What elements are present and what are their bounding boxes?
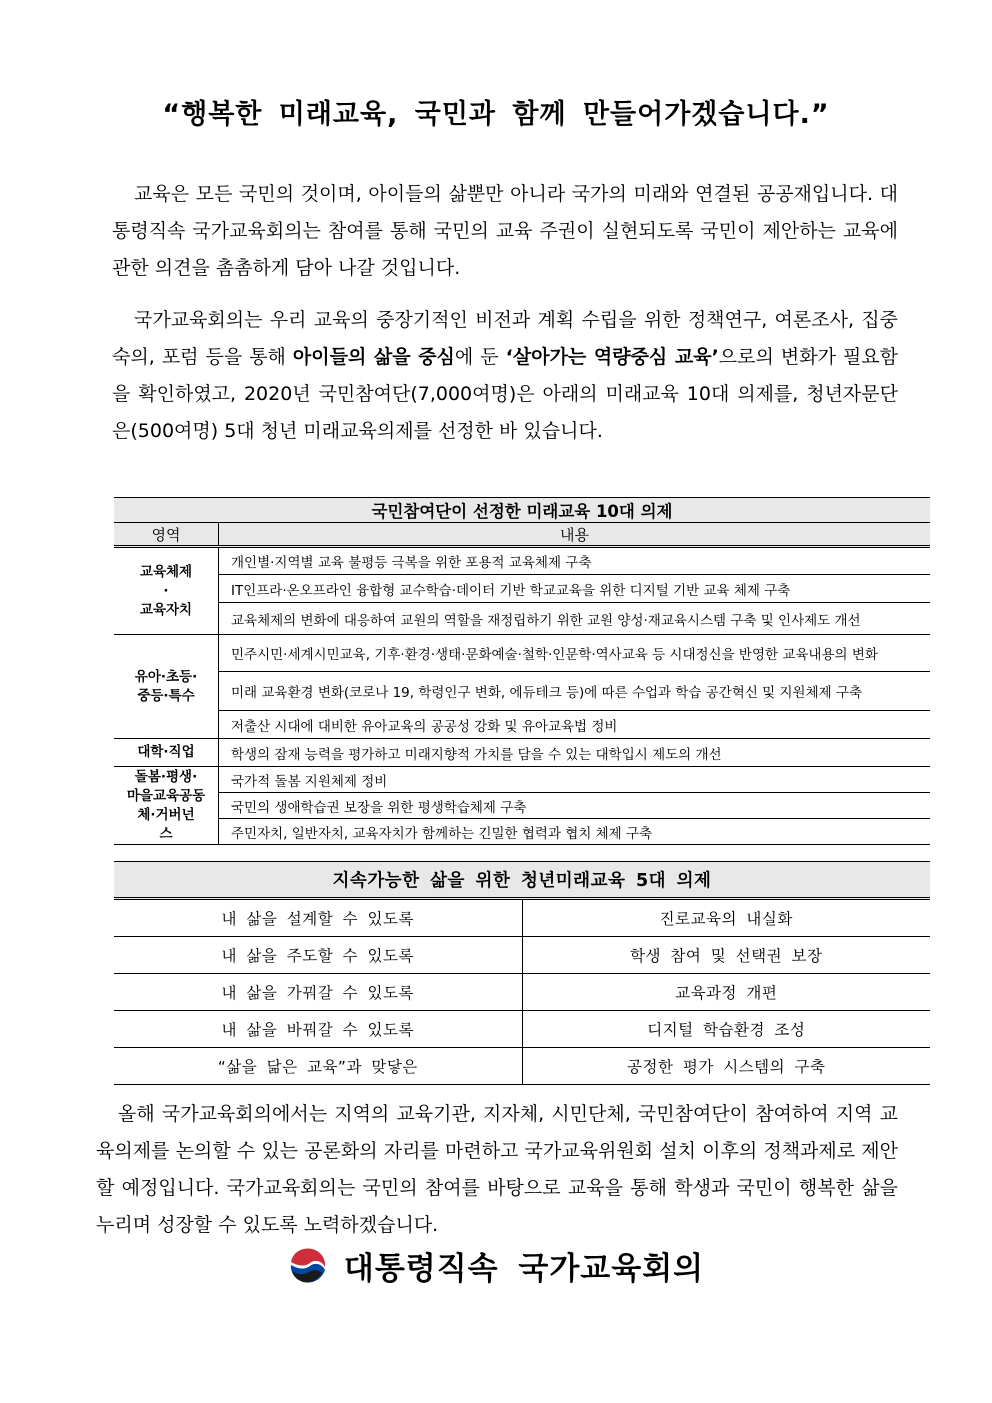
table2-caption: 지속가능한 삶을 위한 청년미래교육 5대 의제 xyxy=(114,862,930,899)
p2-segment-c: 에 둔 xyxy=(454,346,506,368)
intro-paragraph-1 xyxy=(112,176,898,287)
table2-right-cell: 학생 참여 및 선택권 보장 xyxy=(522,937,930,974)
table1-area-cell: 유아·초등· 중등·특수 xyxy=(114,635,219,739)
table1-content-cell: 개인별·지역별 교육 불평등 극복을 위한 포용적 교육체제 구축 xyxy=(219,547,931,575)
table1-row xyxy=(114,603,930,635)
table1-row xyxy=(114,793,930,819)
table1-row xyxy=(114,819,930,845)
table2-row xyxy=(114,1011,930,1048)
closing-paragraph xyxy=(96,1096,898,1244)
table1-caption: 국민참여단이 선정한 미래교육 10대 의제 xyxy=(114,498,930,523)
taegeuk-emblem-icon xyxy=(288,1245,330,1287)
p2-bold-phrase-2: ‘살아가는 역량중심 교육’ xyxy=(505,346,719,368)
table1-content-cell: 주민자치, 일반자치, 교육자치가 함께하는 긴밀한 협력과 협치 체제 구축 xyxy=(219,819,931,845)
intro-paragraph-1-text: 교육은 모든 국민의 것이며, 아이들의 삶뿐만 아니라 국가의 미래와 연결된 공공재입니다. 대통령직속 국가교육회의는 참여를 통해 국민의 교육 주권이 실현되도록 국민이 제안하는 교육에 관한 의견을 촘촘하게 담아 나갈 것입니다. xyxy=(112,183,898,279)
p2-segment-a: 국가교육회의는 우리 교육의 중장기적인 비전과 계획 수립을 위한 정책연구, 여론조사, 집중 숙의, 포럼 등을 통해 xyxy=(112,309,898,368)
table2-right-cell: 공정한 평가 시스템의 구축 xyxy=(522,1048,930,1085)
table1-content-cell: 교육체제의 변화에 대응하여 교원의 역할을 재정립하기 위한 교원 양성·재교육시스템 구축 및 인사제도 개선 xyxy=(219,603,931,635)
table1-header-content: 내용 xyxy=(219,523,931,547)
p2-segment-e: 으로의 변화가 필요함을 확인하였고, 2020년 국민참여단(7,000여명)은 아래의 미래교육 10대 의제를, 청년자문단은(500여명) 5대 청년 미래교육의제를 선정한 바 있습니다. xyxy=(112,346,898,442)
table1-row xyxy=(114,711,930,739)
table2-row xyxy=(114,1048,930,1085)
organization-name: 대통령직속 국가교육회의 xyxy=(343,1251,705,1287)
table1-content-cell: 저출산 시대에 대비한 유아교육의 공공성 강화 및 유아교육법 정비 xyxy=(219,711,931,739)
table1-row xyxy=(114,547,930,575)
table1-row xyxy=(114,767,930,793)
table1-content-cell: 민주시민·세계시민교육, 기후·환경·생태·문화예술·철학·인문학·역사교육 등 시대정신을 반영한 교육내용의 변화 xyxy=(219,635,931,672)
table1-row xyxy=(114,672,930,711)
table2-row xyxy=(114,899,930,937)
table1-header-area: 영역 xyxy=(114,523,219,547)
table1-content-cell: 국민의 생애학습권 보장을 위한 평생학습체제 구축 xyxy=(219,793,931,819)
table2-left-cell: 내 삶을 가꿔갈 수 있도록 xyxy=(114,974,522,1011)
table2-right-cell: 교육과정 개편 xyxy=(522,974,930,1011)
footer xyxy=(0,1243,992,1291)
youth-agenda-5-table xyxy=(114,861,930,1085)
table1-area-cell: 교육체제 · 교육자치 xyxy=(114,547,219,635)
table1-body xyxy=(114,547,930,845)
table1-content-cell: IT인프라·온오프라인 융합형 교수학습·데이터 기반 학교교육을 위한 디지털 기반 교육 체제 구축 xyxy=(219,575,931,603)
table1-row xyxy=(114,635,930,672)
closing-paragraph-text: 올해 국가교육회의에서는 지역의 교육기관, 지자체, 시민단체, 국민참여단이 참여하여 지역 교육의제를 논의할 수 있는 공론화의 자리를 마련하고 국가교육위원회 설치 이후의 정책과제로 제안할 예정입니다. 국가교육회의는 국민의 참여를 바탕으로 교육을 통해 학생과 국민이 행복한 삶을 누리며 성장할 수 있도록 노력하겠습니다. xyxy=(96,1103,898,1236)
table1-content-cell: 미래 교육환경 변화(코로나 19, 학령인구 변화, 에듀테크 등)에 따른 수업과 학습 공간혁신 및 지원체제 구축 xyxy=(219,672,931,711)
page-title: “행복한 미래교육, 국민과 함께 만들어가겠습니다.” xyxy=(162,99,830,130)
table1-area-cell: 대학·직업 xyxy=(114,739,219,767)
p2-bold-phrase-1: 아이들의 삶을 중심 xyxy=(292,346,455,368)
agenda-10-table xyxy=(114,497,930,845)
table2-right-cell: 진로교육의 내실화 xyxy=(522,899,930,937)
table2-row xyxy=(114,974,930,1011)
table1-row xyxy=(114,739,930,767)
table1-area-cell: 돌봄·평생· 마을교육공동 체·거버넌 스 xyxy=(114,767,219,845)
table2-left-cell: 내 삶을 주도할 수 있도록 xyxy=(114,937,522,974)
table2-left-cell: 내 삶을 설계할 수 있도록 xyxy=(114,899,522,937)
table2-body xyxy=(114,899,930,1085)
table2-left-cell: 내 삶을 바꿔갈 수 있도록 xyxy=(114,1011,522,1048)
table1-row xyxy=(114,575,930,603)
table2-left-cell: “삶을 닮은 교육”과 맞닿은 xyxy=(114,1048,522,1085)
table1-content-cell: 학생의 잠재 능력을 평가하고 미래지향적 가치를 담을 수 있는 대학입시 제도의 개선 xyxy=(219,739,931,767)
table2-row xyxy=(114,937,930,974)
table2-right-cell: 디지털 학습환경 조성 xyxy=(522,1011,930,1048)
intro-paragraph-2 xyxy=(112,302,898,450)
table1-content-cell: 국가적 돌봄 지원체제 정비 xyxy=(219,767,931,793)
